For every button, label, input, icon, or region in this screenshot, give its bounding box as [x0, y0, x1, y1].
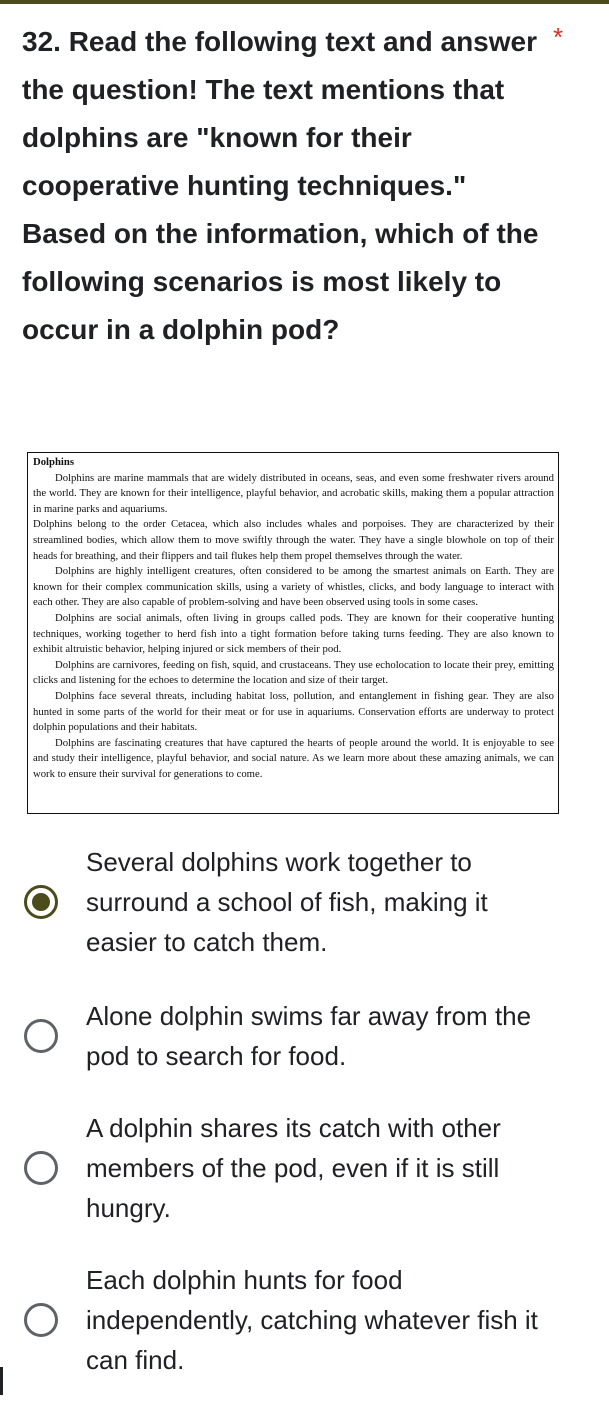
passage-image	[27, 452, 559, 814]
question-title: 32. Read the following text and answer the question! The text mentions that dolphins are "known for their cooperative hunting techniques." Based on the information, which of the following scenarios is most likely to occur in a dolphin pod?	[22, 26, 539, 345]
radio-button[interactable]	[24, 1151, 58, 1185]
radio-button[interactable]	[24, 1019, 58, 1053]
passage-paragraph: Dolphins are highly intelligent creatures, often considered to be among the smartest animals on Earth. They are known for their complex communication skills, using a variety of whistles, clicks, and body language to interact with each other. They are also capable of problem-solving and have been observed using tools in some cases.	[33, 565, 554, 609]
radio-button-selected[interactable]	[24, 885, 58, 919]
passage-paragraph: Dolphins are carnivores, feeding on fish, squid, and crustaceans. They use echolocation to locate their prey, emitting clicks and listening for the echoes to determine the location and size of their target.	[33, 658, 554, 687]
form-accent-bar	[0, 0, 609, 4]
passage-paragraph: Dolphins are fascinating creatures that have captured the hearts of people around the world. It is enjoyable to see and study their intelligence, playful behavior, and social nature. As we learn more about these amazing animals, we can work to ensure their survival for generations to come.	[33, 736, 554, 780]
passage-paragraph: Dolphins are social animals, often living in groups called pods. They are known for their cooperative hunting techniques, working together to herd fish into a tight formation before taking turns feeding. They are also known to exhibit altruistic behavior, helping injured or sick members of their pod.	[33, 611, 554, 656]
answer-option-2[interactable]	[20, 996, 590, 1076]
text-cursor	[0, 1367, 3, 1395]
passage-paragraph: Dolphins belong to the order Cetacea, which also includes whales and porpoises. They are characterized by their streamlined bodies, which allow them to move swiftly through the water. They have a single blowhole on top of their heads for breathing, and their flippers and tail flukes help them propel themselves through the water.	[33, 518, 554, 562]
answer-option-3[interactable]	[20, 1108, 590, 1228]
option-label[interactable]: Several dolphins work together to surround a school of fish, making it easier to catch them.	[86, 847, 488, 957]
required-marker: *	[553, 22, 564, 52]
passage-paragraph: Dolphins face several threats, including habitat loss, pollution, and entanglement in fishing gear. They are also hunted in some parts of the world for their meat or for use in aquariums. Conservation efforts are underway to protect dolphin populations and their habitats.	[33, 689, 554, 734]
option-label[interactable]: Alone dolphin swims far away from the pod to search for food.	[86, 1001, 532, 1071]
radio-selected-dot	[32, 893, 50, 911]
answer-option-1[interactable]	[20, 842, 590, 962]
passage-title: Dolphins	[33, 456, 74, 468]
option-label[interactable]: A dolphin shares its catch with other members of the pod, even if it is still hungry.	[86, 1113, 501, 1223]
radio-button[interactable]	[24, 1303, 58, 1337]
answer-option-4[interactable]	[20, 1260, 590, 1380]
option-label[interactable]: Each dolphin hunts for food independently, catching whatever fish it can find.	[86, 1265, 538, 1375]
passage-paragraph: Dolphins are marine mammals that are widely distributed in oceans, seas, and even some freshwater rivers around the world. They are known for their intelligence, playful behavior, and acrobatic skills, making them a popular attraction in marine parks and aquariums.	[33, 471, 554, 515]
